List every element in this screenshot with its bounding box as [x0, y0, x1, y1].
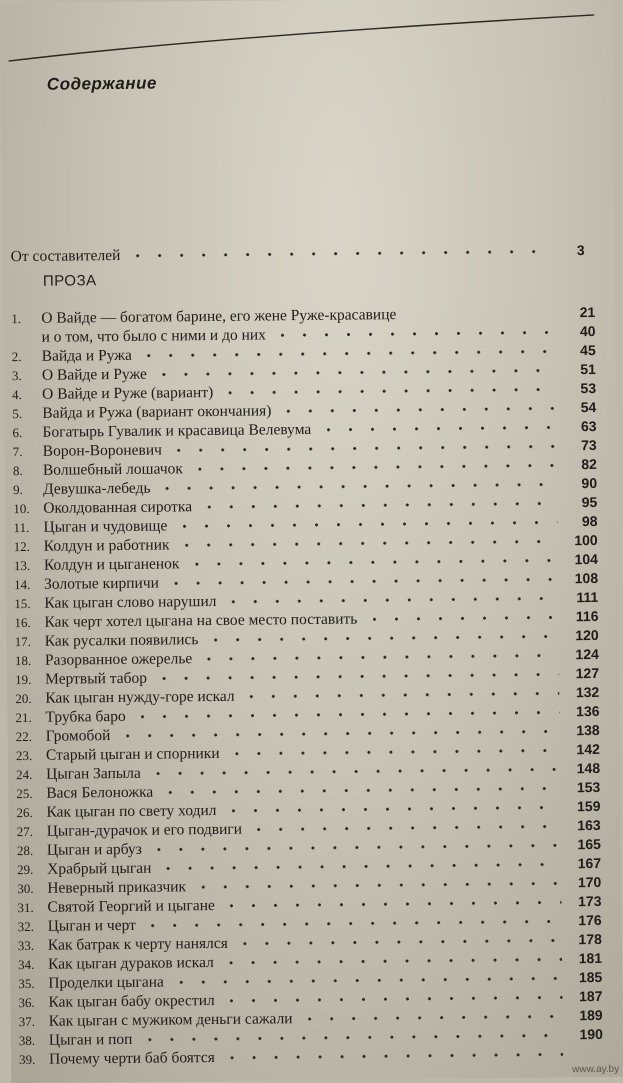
entry-page: 51: [562, 360, 596, 379]
dot-leader: [277, 406, 556, 413]
dot-leader: [363, 615, 558, 621]
entry-page: 136: [565, 702, 599, 721]
entry-title: Колдун и цыганенок: [44, 554, 180, 574]
dot-leader: [241, 691, 560, 698]
dot-leader: [170, 976, 562, 984]
entry-title: Как цыган дураков искал: [48, 953, 214, 974]
entry-number: 13.: [14, 556, 44, 575]
dot-leader: [153, 672, 559, 680]
entry-page: 116: [564, 607, 598, 626]
dot-leader: [234, 938, 562, 945]
entry-number: 28.: [17, 841, 47, 860]
entry-number: 3.: [12, 366, 42, 385]
entry-number: 12.: [14, 537, 44, 556]
preface-page: 3: [551, 241, 585, 260]
entry-page: 185: [568, 968, 602, 987]
dot-leader: [159, 786, 560, 794]
entry-number: 5.: [12, 404, 42, 423]
entry-title: Старый цыган и спорники: [46, 744, 220, 765]
dot-leader: [138, 349, 556, 357]
entry-number: 19.: [15, 670, 45, 689]
entry-page: 40: [561, 322, 595, 341]
entry-page: 111: [564, 588, 598, 607]
entry-title: Как цыган нужду-горе искал: [45, 687, 235, 708]
dot-leader: [168, 444, 557, 452]
entry-title-block: [41, 303, 561, 346]
entry-title: Цыган и чудовище: [43, 516, 167, 536]
entry-page: 63: [562, 417, 596, 436]
entry-title: Цыган Запыла: [46, 764, 141, 784]
entry-number: 10.: [13, 499, 43, 518]
entry-number: 6.: [12, 423, 42, 442]
page-title: Содержание: [47, 74, 157, 95]
entry-title: Почему черти баб боятся: [49, 1048, 215, 1069]
dot-leader: [147, 767, 560, 775]
dot-leader: [222, 596, 558, 604]
entry-page: 120: [565, 626, 599, 645]
entry-page: 53: [562, 379, 596, 398]
entry-title: Как цыган по свету ходил: [46, 801, 216, 822]
toc-entry: [11, 303, 595, 347]
dot-leader: [116, 729, 559, 738]
entry-title: Храбрый цыган: [47, 859, 151, 879]
entry-title: Святой Георгий и цыгане: [47, 896, 215, 917]
entry-page: 95: [563, 493, 597, 512]
entry-title: Как батрак к черту нанялся: [48, 934, 228, 955]
entry-title: Как русалки появились: [45, 630, 199, 651]
entry-number: 31.: [17, 898, 47, 917]
dot-leader: [221, 995, 563, 1003]
entry-title: О Вайде и Руже (вариант): [42, 383, 213, 404]
entry-number: 37.: [19, 1012, 49, 1031]
dot-leader: [222, 805, 560, 813]
entry-pages: [561, 303, 595, 341]
toc-list: [11, 303, 603, 1069]
entry-number: 39.: [19, 1050, 49, 1069]
entry-number: 24.: [16, 765, 46, 784]
entry-title: Волшебный лошачок: [43, 459, 183, 479]
entry-title: Неверный приказчик: [47, 877, 186, 897]
entry-page: 173: [567, 892, 601, 911]
entry-page: 90: [563, 474, 597, 493]
entry-title: Мертвый табор: [45, 669, 147, 689]
entry-number: 30.: [17, 879, 47, 898]
dot-leader: [157, 862, 561, 870]
entry-title: Как черт хотел цыгана на свое место поставить: [44, 609, 357, 631]
preface-entry: [11, 241, 585, 266]
entry-title: Вайда и Ружа (вариант окончания): [42, 401, 271, 422]
entry-number: 34.: [18, 955, 48, 974]
entry-page: 176: [568, 911, 602, 930]
entry-number: 32.: [18, 917, 48, 936]
entry-page: 190: [569, 1025, 603, 1044]
entry-title: Как цыган с мужиком деньги сажали: [49, 1009, 293, 1031]
entry-title: Разорванное ожерелье: [45, 649, 193, 670]
entry-title: Ворон-Вороневич: [43, 441, 162, 461]
entry-title: О Вайде — богатом барине, его жене Руже-красавице: [41, 303, 561, 327]
entry-number: 20.: [15, 689, 45, 708]
entry-number: 16.: [14, 613, 44, 632]
entry-page: 159: [566, 797, 600, 816]
entry-page: 178: [568, 930, 602, 949]
entry-number: 38.: [19, 1031, 49, 1050]
entry-number: 1.: [11, 309, 41, 328]
entry-number: 7.: [13, 442, 43, 461]
entry-page: 189: [569, 1006, 603, 1025]
entry-number: 23.: [16, 746, 46, 765]
entry-page: 108: [564, 569, 598, 588]
entry-page: 45: [562, 341, 596, 360]
entry-title: Вайда и Ружа: [42, 346, 132, 366]
entry-page: 148: [566, 759, 600, 778]
entry-number: 17.: [15, 632, 45, 651]
entry-title: Цыган-дурачок и его подвиги: [47, 820, 242, 841]
entry-title: Как цыган бабу окрестил: [48, 991, 214, 1012]
dot-leader: [126, 249, 544, 257]
dot-leader: [204, 634, 558, 642]
entry-page: 138: [566, 721, 600, 740]
dot-leader: [219, 387, 556, 395]
dot-leader: [317, 425, 556, 432]
entry-page: 163: [567, 816, 601, 835]
entry-number: 9.: [13, 480, 43, 499]
entry-page: 167: [567, 854, 601, 873]
section-heading: ПРОЗА: [43, 272, 97, 290]
preface-title: От составителей: [11, 246, 121, 266]
entry-number: 35.: [18, 974, 48, 993]
dot-leader: [138, 1033, 562, 1041]
entry-number: 2.: [12, 347, 42, 366]
dot-leader: [185, 558, 557, 566]
entry-number: 36.: [18, 993, 48, 1012]
entry-page: 104: [564, 550, 598, 569]
dot-leader: [198, 653, 559, 661]
entry-page: 187: [568, 987, 602, 1006]
entry-page: 82: [563, 455, 597, 474]
dot-leader: [192, 881, 561, 889]
dot-leader: [142, 919, 562, 927]
entry-number: 22.: [16, 727, 46, 746]
entry-title: Золотые кирпичи: [44, 574, 159, 594]
entry-number: 33.: [18, 936, 48, 955]
entry-title: Как цыган слово нарушил: [44, 592, 216, 613]
entry-title: Колдун и работник: [44, 535, 170, 555]
entry-page: 181: [568, 949, 602, 968]
dot-leader: [189, 463, 557, 471]
entry-title: Вася Белоножка: [46, 783, 153, 803]
dot-leader: [148, 843, 561, 851]
entry-title: Цыган и черт: [48, 916, 136, 936]
entry-page: 54: [562, 398, 596, 417]
dot-leader: [132, 710, 560, 718]
entry-number: 18.: [15, 651, 45, 670]
entry-title: О Вайде и Руже: [42, 365, 147, 385]
entry-title: Околдованная сиротка: [43, 497, 192, 518]
dot-leader: [198, 501, 557, 509]
dot-leader: [221, 900, 562, 908]
entry-page: 73: [563, 436, 597, 455]
dot-leader: [221, 1052, 563, 1060]
dot-leader: [175, 539, 557, 547]
entry-page: 98: [563, 512, 597, 531]
entry-number: 4.: [12, 385, 42, 404]
dot-leader: [156, 482, 557, 490]
entry-page: 124: [565, 645, 599, 664]
entry-title: Девушка-лебедь: [43, 479, 151, 499]
watermark: www.ay.by: [572, 1064, 619, 1075]
dot-leader: [220, 957, 562, 965]
entry-title-continued: и о том, что было с ними и до них: [41, 325, 266, 346]
dot-leader: [226, 748, 560, 756]
entry-page: 142: [566, 740, 600, 759]
entry-number: 14.: [14, 575, 44, 594]
dot-leader: [248, 824, 561, 831]
entry-number: 8.: [13, 461, 43, 480]
entry-page: 100: [564, 531, 598, 550]
entry-page: 132: [565, 683, 599, 702]
entry-page: 127: [565, 664, 599, 683]
dot-leader: [173, 520, 557, 528]
entry-number: 29.: [17, 860, 47, 879]
entry-page: 165: [567, 835, 601, 854]
entry-number: 25.: [16, 784, 46, 803]
dot-leader: [153, 368, 556, 376]
entry-title: Громобой: [46, 726, 111, 746]
entry-title: Цыган и поп: [49, 1030, 133, 1050]
dot-leader: [272, 330, 556, 337]
entry-title: Богатырь Гувалик и красавица Велевума: [42, 420, 311, 442]
dot-leader: [299, 1014, 563, 1021]
dot-leader: [165, 577, 558, 585]
entry-title: Трубка баро: [45, 707, 125, 727]
entry-title: Цыган и арбуз: [47, 840, 142, 860]
entry-page: 170: [567, 873, 601, 892]
header-rule: [6, 13, 596, 65]
entry-number: 27.: [17, 822, 47, 841]
entry-title: Проделки цыгана: [48, 973, 164, 993]
entry-number: 21.: [15, 708, 45, 727]
entry-page: 153: [566, 778, 600, 797]
entry-page: 21: [561, 303, 595, 322]
entry-number: 15.: [14, 594, 44, 613]
entry-number: 26.: [16, 803, 46, 822]
entry-number: 11.: [13, 518, 43, 537]
